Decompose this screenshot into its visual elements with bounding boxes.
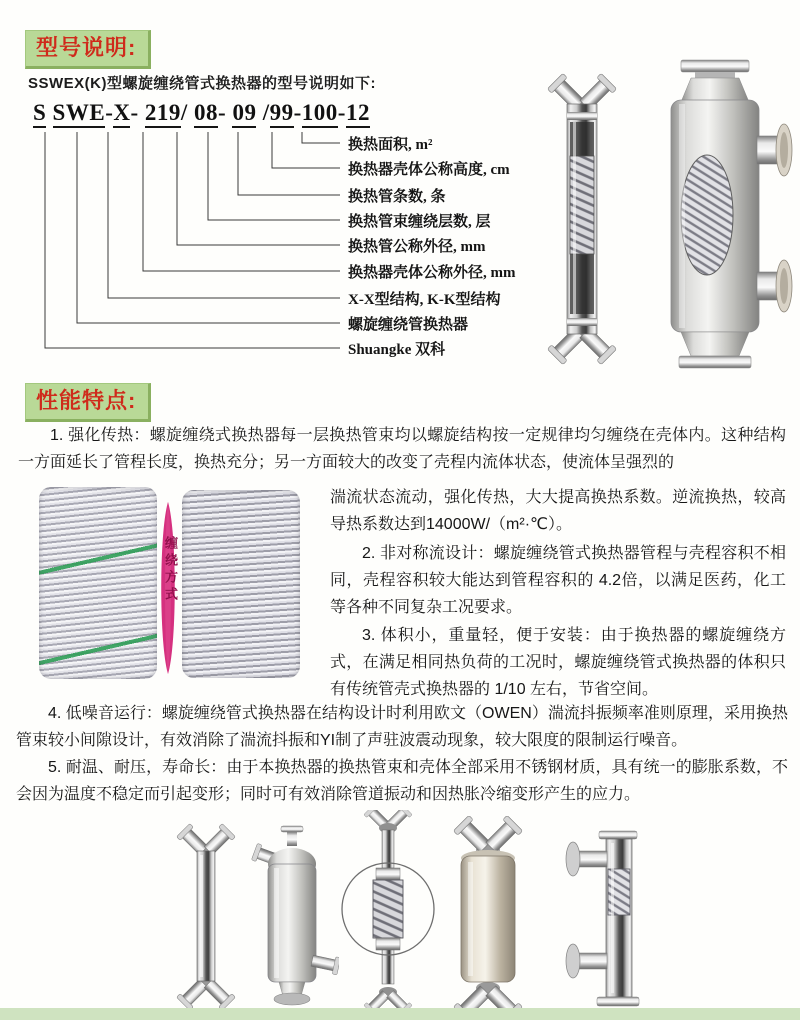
model-label-structure: X-X型结构, K-K型结构 [348, 292, 501, 308]
model-code: S SWE-X- 219/ 08- 09 /99-100-12 [33, 100, 370, 126]
coil-bundle-right [182, 490, 300, 678]
model-label-tube-od: 换热管公称外径, mm [348, 239, 486, 255]
model-label-shell-height: 换热器壳体公称高度, cm [348, 162, 510, 178]
section-header-features: 性能特点: [25, 383, 151, 422]
feature-paragraph-1-cont: 湍流状态流动，强化传热，大大提高换热系数。逆流换热，较高导热系数达到14000W/（m²·℃）。 [330, 489, 786, 533]
product-photo-k-type [645, 50, 797, 386]
winding-direction-marker [154, 502, 182, 674]
model-label-shell-od: 换热器壳体公称外径, mm [348, 265, 516, 281]
model-label-layer-count: 换热管束缠绕层数, 层 [348, 214, 491, 230]
product-photo-x-type [523, 56, 643, 386]
model-intro-text: SSWEX(K)型螺旋缠绕管式换热器的型号说明如下: [28, 75, 376, 92]
feature-paragraph-3: 3. 体积小，重量轻，便于安装：由于换热器的螺旋缠绕方式，在满足相同热负荷的工况时，螺旋缠绕管式换热器的体积只有传统管壳式换热器的 1/10 左右，节省空间。 [330, 627, 786, 698]
feature-paragraph-4: 4. 低噪音运行：螺旋缠绕管式换热器在结构设计时利用欧文（OWEN）湍流抖振频率准则原理，采用换热管束较小间隙设计，有效消除了湍流抖振和YI制了声驻波震动现象，较大限度的限制运行噪音。 [16, 705, 788, 749]
coil-bundle-left [39, 487, 157, 679]
winding-figure-label: 缠绕方式 [163, 536, 178, 604]
product-photo-wide-shell [432, 816, 544, 1018]
model-label-tube-count: 换热管条数, 条 [348, 189, 446, 205]
product-photo-magnified-coil [338, 810, 438, 1016]
section-header-model: 型号说明: [25, 30, 151, 69]
model-label-type: 螺旋缠绕管换热器 [348, 317, 469, 333]
model-label-area: 换热面积, m² [348, 137, 433, 153]
product-photo-dome-top [243, 818, 339, 1016]
product-photo-side-flange [553, 813, 665, 1017]
winding-figure [33, 482, 320, 694]
model-label-brand: Shuangke 双科 [348, 342, 446, 358]
feature-paragraph-1-start: 1. 强化传热：螺旋缠绕式换热器每一层换热管束均以螺旋结构按一定规律均匀缠绕在壳体内。这种结构一方面延长了管程长度，换热充分；另一方面较大的改变了壳程内流体状态，使流体呈强烈的 [18, 427, 786, 471]
feature-paragraph-5: 5. 耐温、耐压，寿命长：由于本换热器的换热管束和壳体全部采用不锈钢材质，具有统一的膨胀系数，不会因为温度不稳定而引起变形；同时可有效消除管道振动和因热胀冷缩变形产生的应力。 [16, 759, 788, 803]
page-bottom-border [0, 1008, 800, 1020]
feature-paragraph-2: 2. 非对称流设计：螺旋缠绕管式换热器管程与壳程容积不相同，壳程容积较大能达到管程容积的 4.2倍，以满足医药，化工等各种不同复杂工况要求。 [330, 545, 786, 616]
